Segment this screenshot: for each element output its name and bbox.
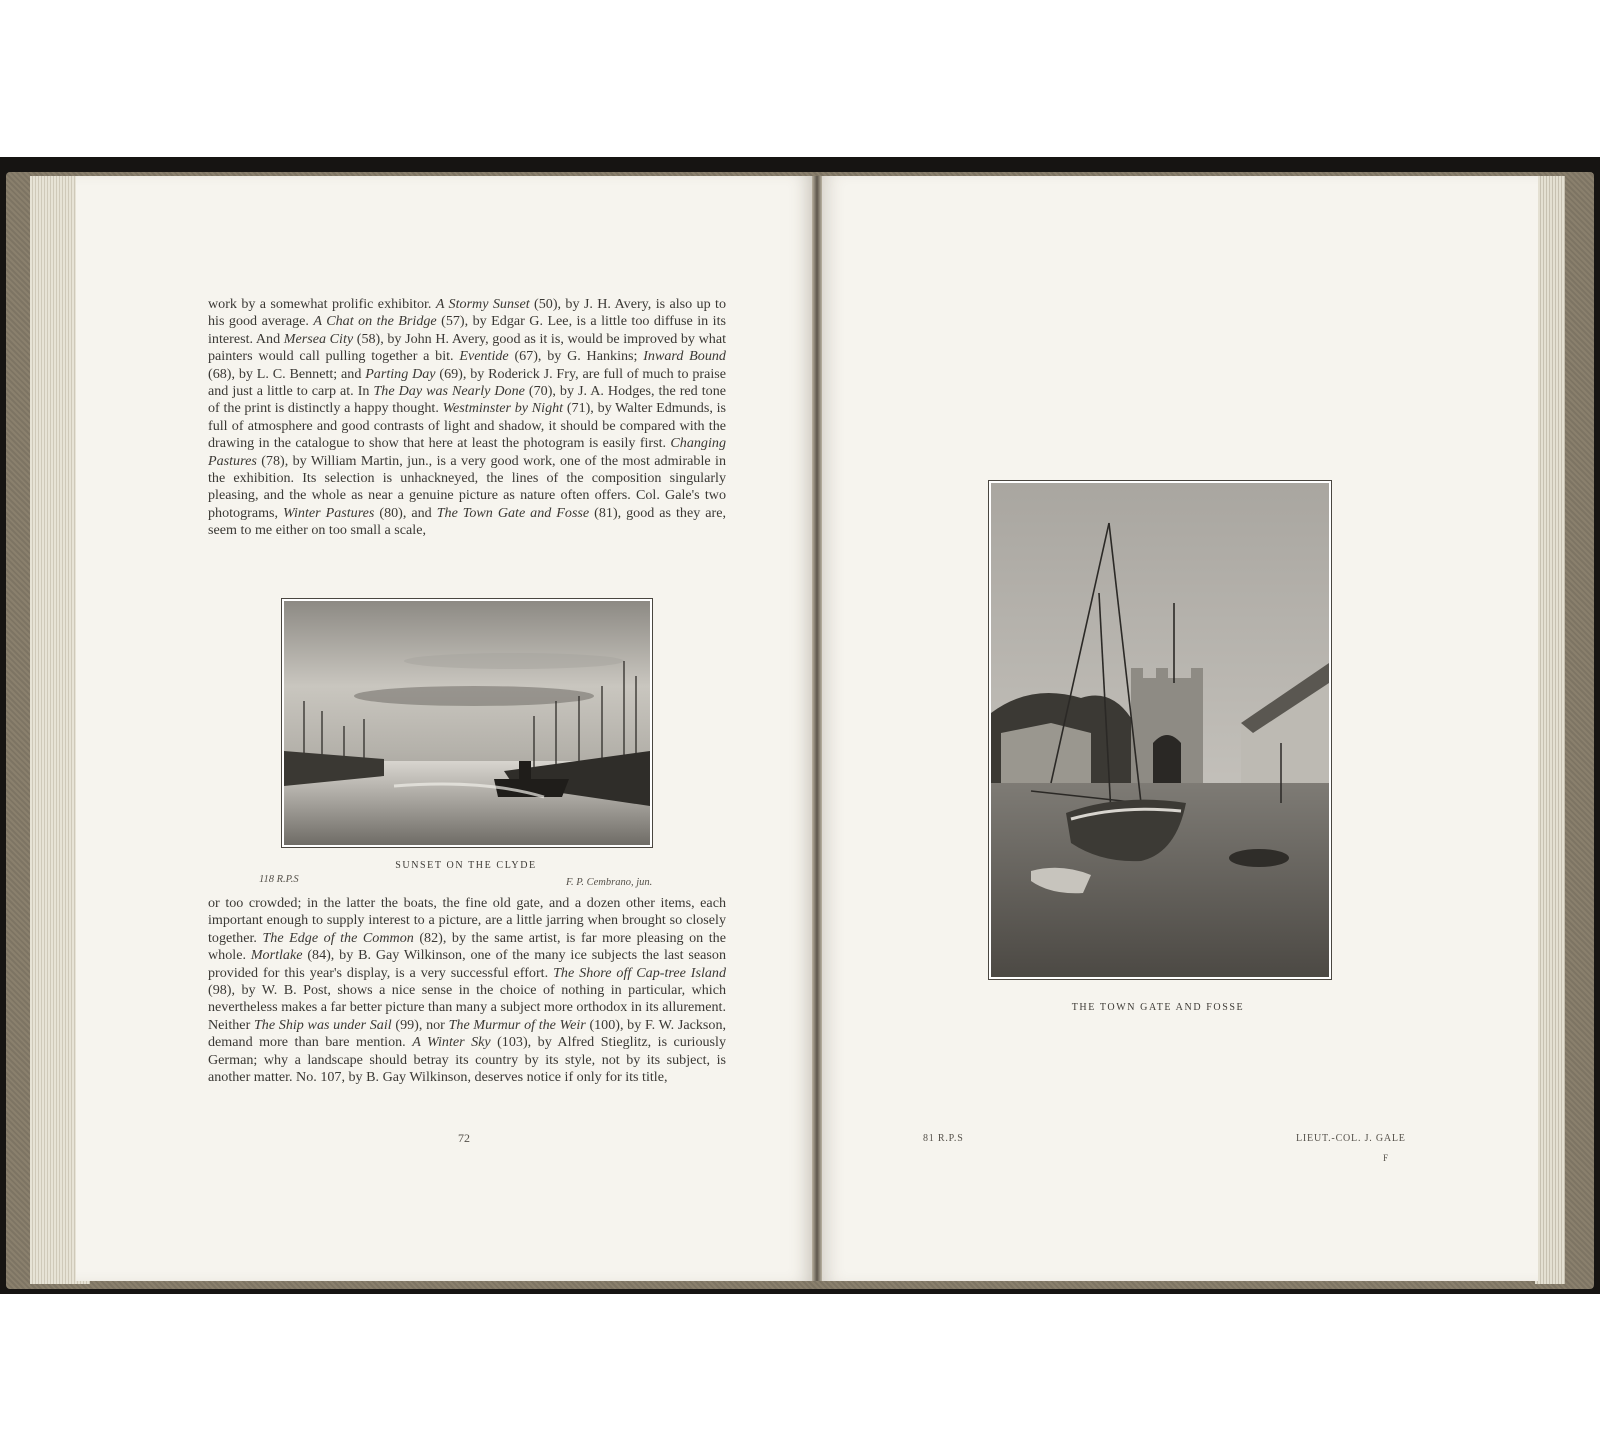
artwork-title: The Edge of the Common (262, 929, 414, 946)
artwork-title: The Day was Nearly Done (373, 383, 525, 400)
plate-number-right: 81 R.P.S (923, 1133, 964, 1144)
artwork-title: A Winter Sky (412, 1034, 491, 1051)
signature-mark: F (1383, 1153, 1389, 1163)
artwork-title: Inward Bound (643, 348, 726, 365)
artwork-title: The Ship was under Sail (253, 1016, 392, 1033)
artwork-title: Parting Day (365, 365, 436, 382)
clyde-photo (284, 601, 650, 845)
artwork-title: Winter Pastures (283, 504, 375, 521)
plate-number-left: 118 R.P.S (259, 874, 299, 885)
plate-credit-left: F. P. Cembrano, jun. (566, 877, 653, 888)
artwork-title: A Chat on the Bridge (313, 313, 437, 330)
artwork-title: Eventide (459, 348, 509, 365)
page-number: 72 (458, 1131, 470, 1145)
book-gutter (812, 176, 822, 1281)
artwork-title: The Murmur of the Weir (448, 1016, 586, 1033)
paragraph-top: work by a somewhat prolific exhibitor. A Stormy Sunset (50), by J. H. Avery, is also up to his good average. A Chat on the Bridge (57), by Edgar G. Lee, is a little too diffuse in its interest. And Mersea City (58), by John H. Avery, good as it is, would be improved by what painters would call pulling together a bit. Eventide (67), by G. Hankins; Inward Bound (68), by L. C. Bennett; and Parting Day (69), by Roderick J. Fry, are full of much to praise and just a little to carp at. In The Day was Nearly Done (70), by J. A. Hodges, the red tone of the print is distinctly a happy thought. Westminster by Night (71), by Walter Edmunds, is full of atmosphere and good contrasts of light and shadow, it should be compared with the drawing in the catalogue to show that here at least the photogram is easily first. Changing Pastures (78), by William Martin, jun., is a very good work, one of the most admirable in the exhibition. Its selection is unhackneyed, the lines of the composition singularly pleasing, and the whole as near a genuine picture as nature often offers. Col. Gale's two photograms, Winter Pastures (80), and The Town Gate and Fosse (81), good as they are, seem to me either on too small a scale, (208, 296, 726, 539)
body-text-top (208, 296, 726, 540)
artwork-title: The Town Gate and Fosse (436, 504, 590, 521)
artwork-title: Changing Pastures (208, 435, 726, 469)
artwork-title: The Shore off Cap-tree Island (553, 964, 726, 981)
artwork-title: A Stormy Sunset (435, 296, 530, 312)
body-text-bottom (208, 895, 726, 1086)
artwork-title: Mortlake (250, 947, 303, 964)
paragraph-bottom: or too crowded; in the latter the boats, the fine old gate, and a dozen other items, each important enough to supply interest to a picture, are a little jarring when brought so closely together. The Edge of the Common (82), by the same artist, is far more pleasing on the whole. Mortlake (84), by B. Gay Wilkinson, one of the many ice subjects the last season provided for this year's display, is a very successful effort. The Shore off Cap-tree Island (98), by W. B. Post, shows a nice sense in the choice of nothing in particular, which nevertheless makes a far better picture than many a subject more orthodox in its allurement. Neither The Ship was under Sail (99), nor The Murmur of the Weir (100), by F. W. Jackson, demand more than bare mention. A Winter Sky (103), by Alfred Stieglitz, is curiously German; why a landscape should betray its country by its style, not by its subject, is another matter. No. 107, by B. Gay Wilkinson, deserves notice if only for its title, (208, 895, 727, 1086)
artwork-title: Mersea City (283, 330, 354, 347)
artwork-title: Westminster by Night (442, 400, 564, 417)
plate-credit-right: LIEUT.-COL. J. GALE (1296, 1133, 1406, 1144)
plate-caption-gate: THE TOWN GATE AND FOSSE (1071, 1002, 1245, 1013)
sunset-on-the-clyde-plate (281, 598, 653, 848)
plate-caption-clyde: SUNSET ON THE CLYDE (395, 860, 537, 871)
town-gate-plate (988, 480, 1332, 980)
page-edges-right (1535, 176, 1565, 1284)
town-gate-photo (991, 483, 1329, 977)
